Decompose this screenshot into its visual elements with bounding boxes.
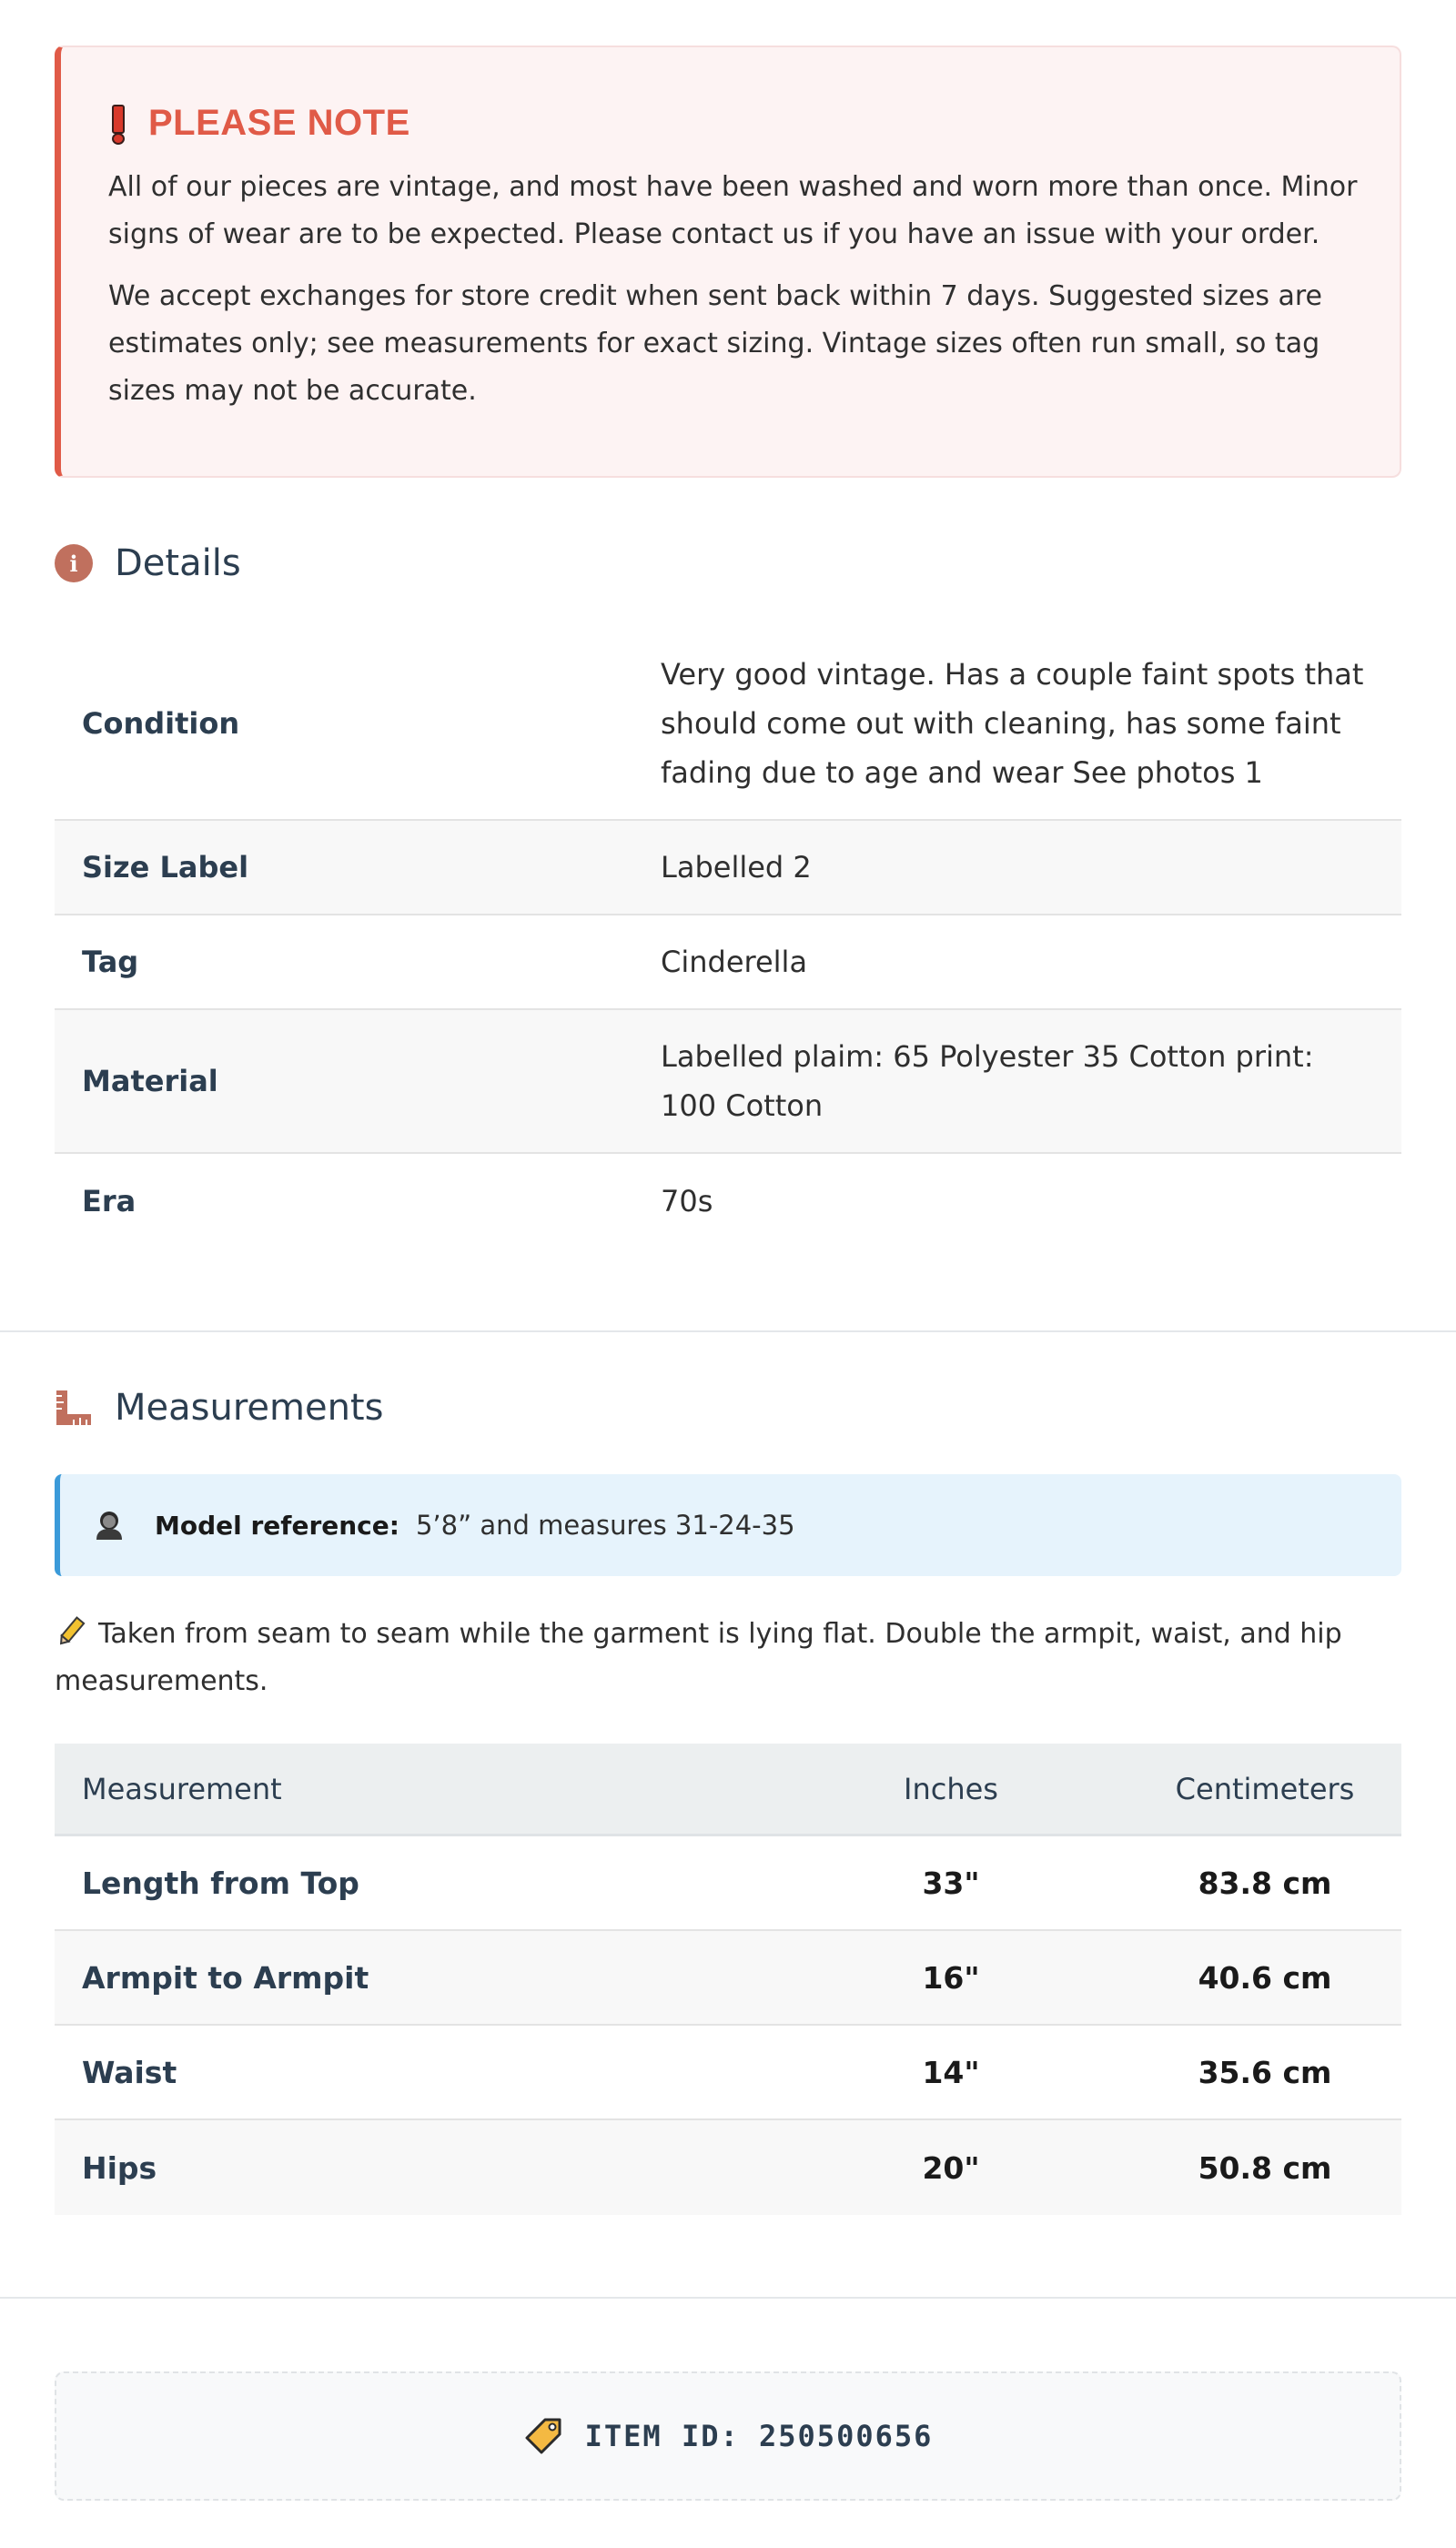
measurement-name: Length from Top bbox=[82, 1865, 359, 1901]
tag-icon bbox=[523, 2416, 563, 2456]
measurements-heading bbox=[55, 1387, 383, 1429]
details-value: Labelled 2 bbox=[661, 850, 812, 885]
details-row-material bbox=[55, 1010, 1401, 1154]
measurement-note-text: Taken from seam to seam while the garment is lying flat. Double the armpit, waist, and hip measurements. bbox=[55, 1618, 1342, 1697]
details-label: Material bbox=[82, 1064, 218, 1098]
measurement-cm: 83.8 cm bbox=[1198, 1865, 1332, 1901]
details-value: Cinderella bbox=[661, 945, 808, 979]
pencil-icon bbox=[55, 1615, 87, 1648]
details-row-size-label bbox=[55, 821, 1401, 915]
details-value: Very good vintage. Has a couple faint spots that should come out with cleaning, has some faint fading due to age and wear See photos 1 bbox=[661, 657, 1364, 790]
column-header: Centimeters bbox=[1175, 1771, 1355, 1806]
measurement-name: Hips bbox=[82, 2149, 157, 2186]
note-header bbox=[108, 100, 1352, 146]
details-row-condition bbox=[55, 628, 1401, 821]
measurement-inches: 20" bbox=[922, 2149, 980, 2186]
table-row bbox=[55, 1931, 1401, 2026]
model-reference-value: 5’8” and measures 31-24-35 bbox=[415, 1510, 795, 1541]
details-table bbox=[55, 628, 1401, 1249]
measurements-title: Measurements bbox=[115, 1387, 384, 1429]
exclamation-icon bbox=[108, 105, 125, 141]
measurement-inches: 33" bbox=[922, 1865, 980, 1901]
item-id-box bbox=[55, 2371, 1401, 2501]
details-value: 70s bbox=[661, 1184, 713, 1218]
person-icon bbox=[93, 1509, 126, 1542]
details-label: Size Label bbox=[82, 850, 249, 885]
measurement-name: Waist bbox=[82, 2054, 177, 2090]
section-divider bbox=[0, 2297, 1456, 2299]
details-label: Era bbox=[82, 1184, 136, 1218]
measurement-cm: 40.6 cm bbox=[1198, 1959, 1332, 1996]
note-paragraph-2: We accept exchanges for store credit when sent back within 7 days. Suggested sizes are estimates only; see measurements for exact sizing. Vintage sizes often run small, so tag sizes may not be accurate. bbox=[108, 280, 1323, 407]
details-label: Tag bbox=[82, 945, 139, 979]
details-row-tag bbox=[55, 915, 1401, 1010]
column-header: Inches bbox=[904, 1771, 998, 1806]
model-reference-box bbox=[55, 1474, 1401, 1576]
measurement-inches: 14" bbox=[922, 2054, 980, 2090]
note-title: PLEASE NOTE bbox=[148, 102, 410, 143]
info-icon: i bbox=[55, 544, 93, 582]
details-value: Labelled plaim: 65 Polyester 35 Cotton print: 100 Cotton bbox=[661, 1039, 1314, 1123]
ruler-icon bbox=[55, 1389, 93, 1427]
table-header-row bbox=[55, 1744, 1401, 1836]
details-row-era bbox=[55, 1154, 1401, 1249]
details-title: Details bbox=[115, 542, 241, 584]
table-row bbox=[55, 2026, 1401, 2120]
measurement-cm: 50.8 cm bbox=[1198, 2149, 1332, 2186]
section-divider bbox=[0, 1330, 1456, 1332]
measurement-cm: 35.6 cm bbox=[1198, 2054, 1332, 2090]
table-row bbox=[55, 2120, 1401, 2215]
measurement-inches: 16" bbox=[922, 1959, 980, 1996]
measurements-table bbox=[55, 1744, 1401, 2215]
measurement-note bbox=[55, 1611, 1401, 1705]
details-heading bbox=[55, 542, 241, 584]
measurement-name: Armpit to Armpit bbox=[82, 1959, 369, 1996]
item-id-label: ITEM ID: 250500656 bbox=[584, 2419, 934, 2453]
column-header: Measurement bbox=[82, 1771, 282, 1806]
details-label: Condition bbox=[82, 706, 240, 741]
table-row bbox=[55, 1836, 1401, 1931]
model-reference-label: Model reference: bbox=[155, 1510, 399, 1541]
please-note-box bbox=[55, 46, 1401, 478]
note-paragraph-1: All of our pieces are vintage, and most have been washed and worn more than once. Minor signs of wear are to be expected. Please contact us if you have an issue with your order. bbox=[108, 171, 1358, 250]
